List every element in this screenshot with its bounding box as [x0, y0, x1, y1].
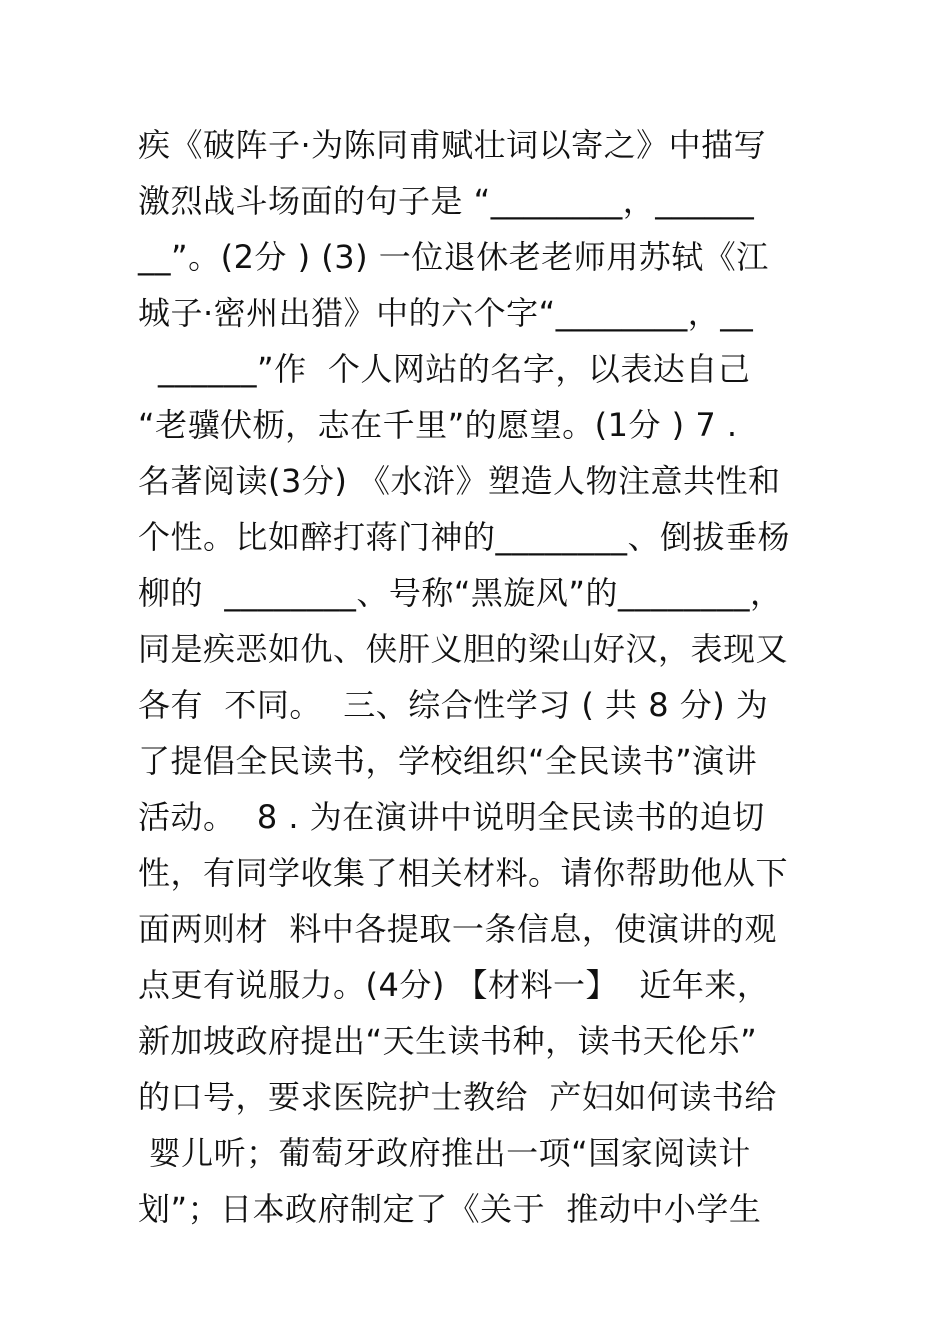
text-line: 面两则材 料中各提取一条信息，使演讲的观 [138, 910, 777, 948]
text-line: 激烈战斗场面的句子是 “________，______ [138, 182, 755, 220]
text-line: 活动。 8 . 为在演讲中说明全民读书的迫切 [138, 798, 765, 836]
text-line: 各有 不同。 三、综合性学习 ( 共 8 分) 为 [138, 686, 769, 724]
text-line: ______”作 个人网站的名字，以表达自己 [158, 350, 751, 388]
text-line: 个性。比如醉打蒋门神的________、倒拔垂杨 [138, 518, 791, 556]
text-line: 婴儿听；葡萄牙政府推出一项“国家阅读计 [138, 1134, 751, 1172]
text-line: __”。(2分 ) (3) 一位退休老老师用苏轼《江 [138, 238, 769, 276]
text-line: 名著阅读(3分) 《水浒》塑造人物注意共性和 [138, 462, 781, 500]
text-line: 点更有说服力。(4分) 【材料一】 近年来， [138, 966, 770, 1004]
text-line: 城子·密州出猎》中的六个字“________，__ [138, 294, 754, 332]
text-line: 同是疾恶如仇、侠肝义胆的梁山好汉，表现又 [138, 630, 789, 668]
text-line: “老骥伏枥，志在千里”的愿望。(1分 ) 7 . [138, 406, 738, 444]
text-line: 的口号，要求医院护士教给 产妇如何读书给 [138, 1078, 777, 1116]
text-line: 柳的 ________、号称“黑旋风”的________， [138, 574, 783, 612]
text-line: 了提倡全民读书，学校组织“全民读书”演讲 [138, 742, 758, 780]
text-line: 新加坡政府提出“天生读书种，读书天伦乐” [138, 1022, 758, 1060]
text-line: 疾《破阵子·为陈同甫赋壮词以寄之》中描写 [138, 126, 767, 164]
text-line: 划”；日本政府制定了《关于 推动中小学生 [138, 1190, 762, 1228]
text-line: 性，有同学收集了相关材料。请你帮助他从下 [138, 854, 789, 892]
document-body [0, 117, 950, 1237]
